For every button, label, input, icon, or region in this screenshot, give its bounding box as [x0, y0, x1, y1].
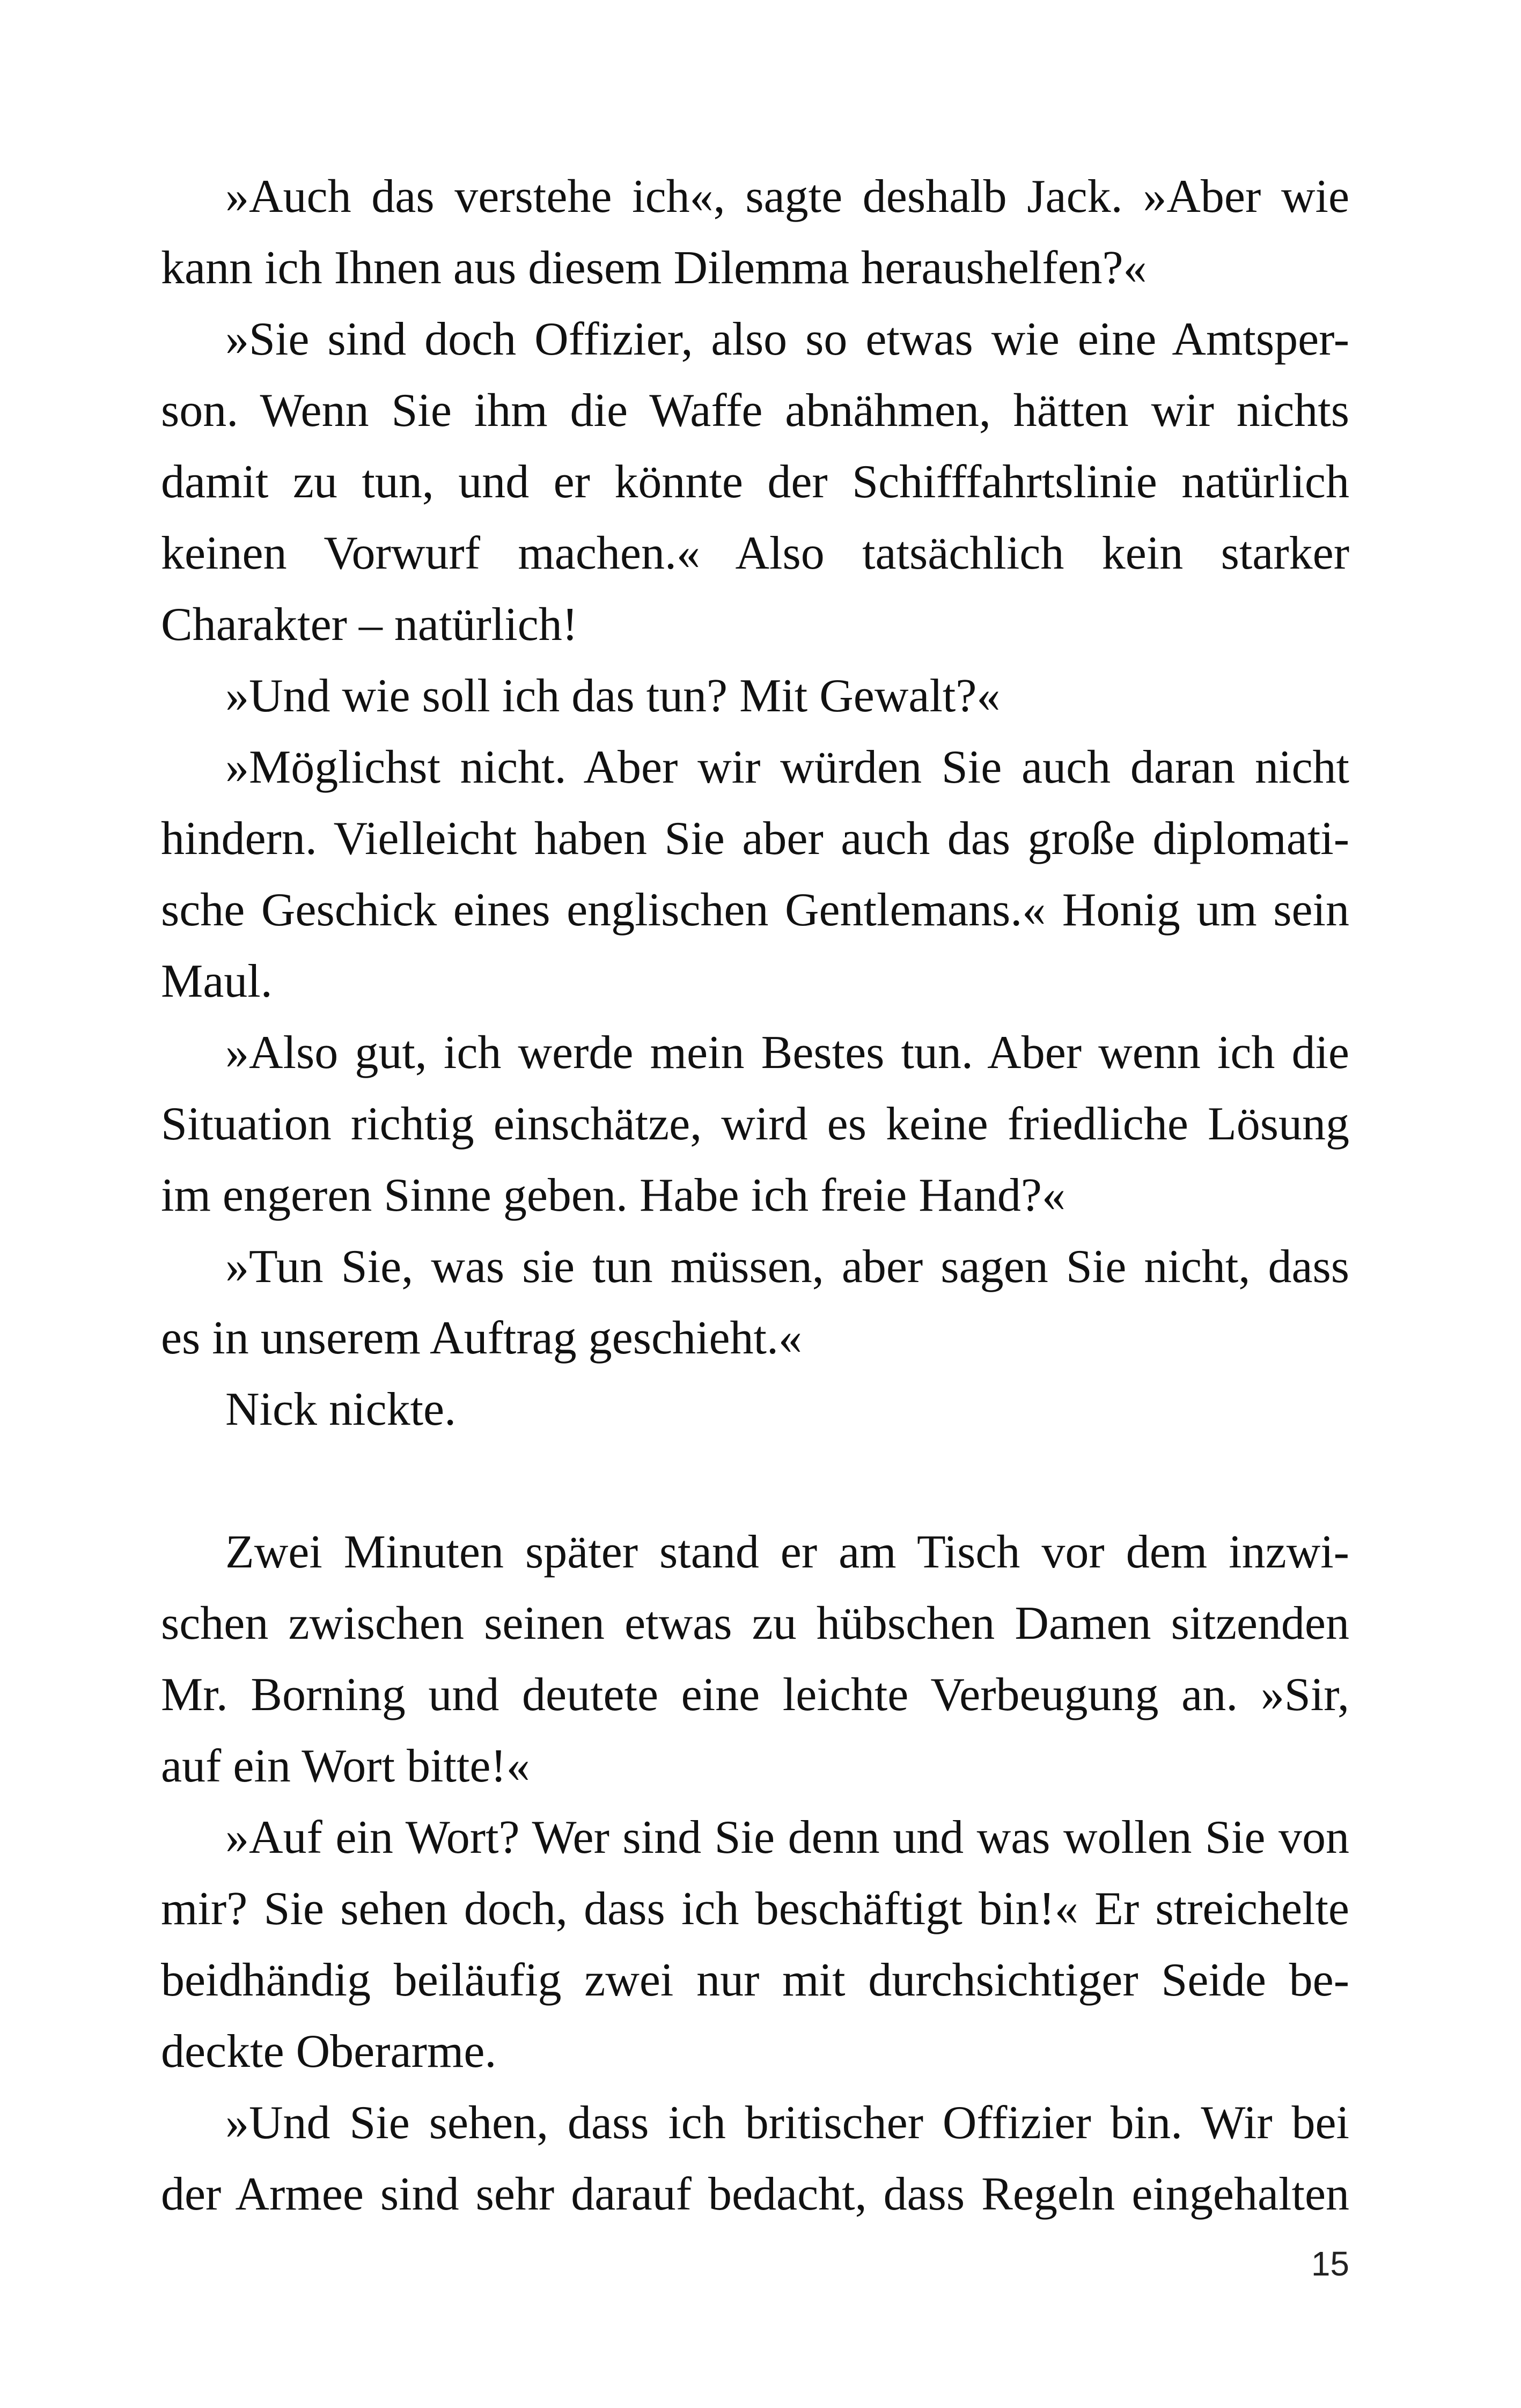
text-line: »Tun Sie, was sie tun müssen, aber sagen Sie nicht, dass: [225, 1241, 1349, 1293]
text-line: sche Geschick eines englischen Gentlemans.« Honig um sein: [161, 884, 1349, 936]
text-line: im engeren Sinne geben. Habe ich freie Hand?«: [161, 1169, 1066, 1221]
text-line: »Und wie soll ich das tun? Mit Gewalt?«: [225, 670, 1001, 722]
text-line: »Möglichst nicht. Aber wir würden Sie auch daran nicht: [225, 741, 1349, 793]
text-line: »Auch das verstehe ich«, sagte deshalb Jack. »Aber wie: [225, 171, 1349, 223]
text-line: »Sie sind doch Offizier, also so etwas wie eine Amtsper-: [225, 313, 1349, 365]
text-line: Mr. Borning und deutete eine leichte Verbeugung an. »Sir,: [161, 1669, 1349, 1721]
text-line: schen zwischen seinen etwas zu hübschen Damen sitzenden: [161, 1597, 1349, 1649]
text-line: »Und Sie sehen, dass ich britischer Offizier bin. Wir bei: [225, 2097, 1349, 2149]
text-line: Charakter – natürlich!: [161, 599, 578, 651]
text-line: Maul.: [161, 955, 273, 1007]
text-line: deckte Oberarme.: [161, 2026, 497, 2078]
text-line: mir? Sie sehen doch, dass ich beschäftigt bin!« Er streichelte: [161, 1883, 1349, 1935]
text-line: damit zu tun, und er könnte der Schifffahrtslinie natürlich: [161, 456, 1349, 508]
text-line: der Armee sind sehr darauf bedacht, dass Regeln eingehalten: [161, 2168, 1349, 2220]
text-line: kann ich Ihnen aus diesem Dilemma heraushelfen?«: [161, 242, 1147, 294]
page-number: 15: [1311, 2244, 1349, 2283]
text-line: Nick nickte.: [225, 1383, 457, 1435]
text-line: keinen Vorwurf machen.« Also tatsächlich kein starker: [161, 527, 1349, 579]
text-line: »Auf ein Wort? Wer sind Sie denn und was wollen Sie von: [225, 1811, 1349, 1864]
text-line: »Also gut, ich werde mein Bestes tun. Aber wenn ich die: [225, 1027, 1349, 1079]
text-line: auf ein Wort bitte!«: [161, 1740, 530, 1792]
text-line: Situation richtig einschätze, wird es keine friedliche Lösung: [161, 1098, 1349, 1150]
text-line: hindern. Vielleicht haben Sie aber auch das große diplomati-: [161, 813, 1349, 865]
text-line: es in unserem Auftrag geschieht.«: [161, 1312, 803, 1364]
body-text: [161, 161, 1349, 2230]
text-line: beidhändig beiläufig zwei nur mit durchsichtiger Seide be-: [161, 1954, 1349, 2006]
section-break: [161, 1445, 1349, 1516]
text-line: Zwei Minuten später stand er am Tisch vor dem inzwi-: [225, 1526, 1349, 1578]
text-line: son. Wenn Sie ihm die Waffe abnähmen, hätten wir nichts: [161, 385, 1349, 437]
